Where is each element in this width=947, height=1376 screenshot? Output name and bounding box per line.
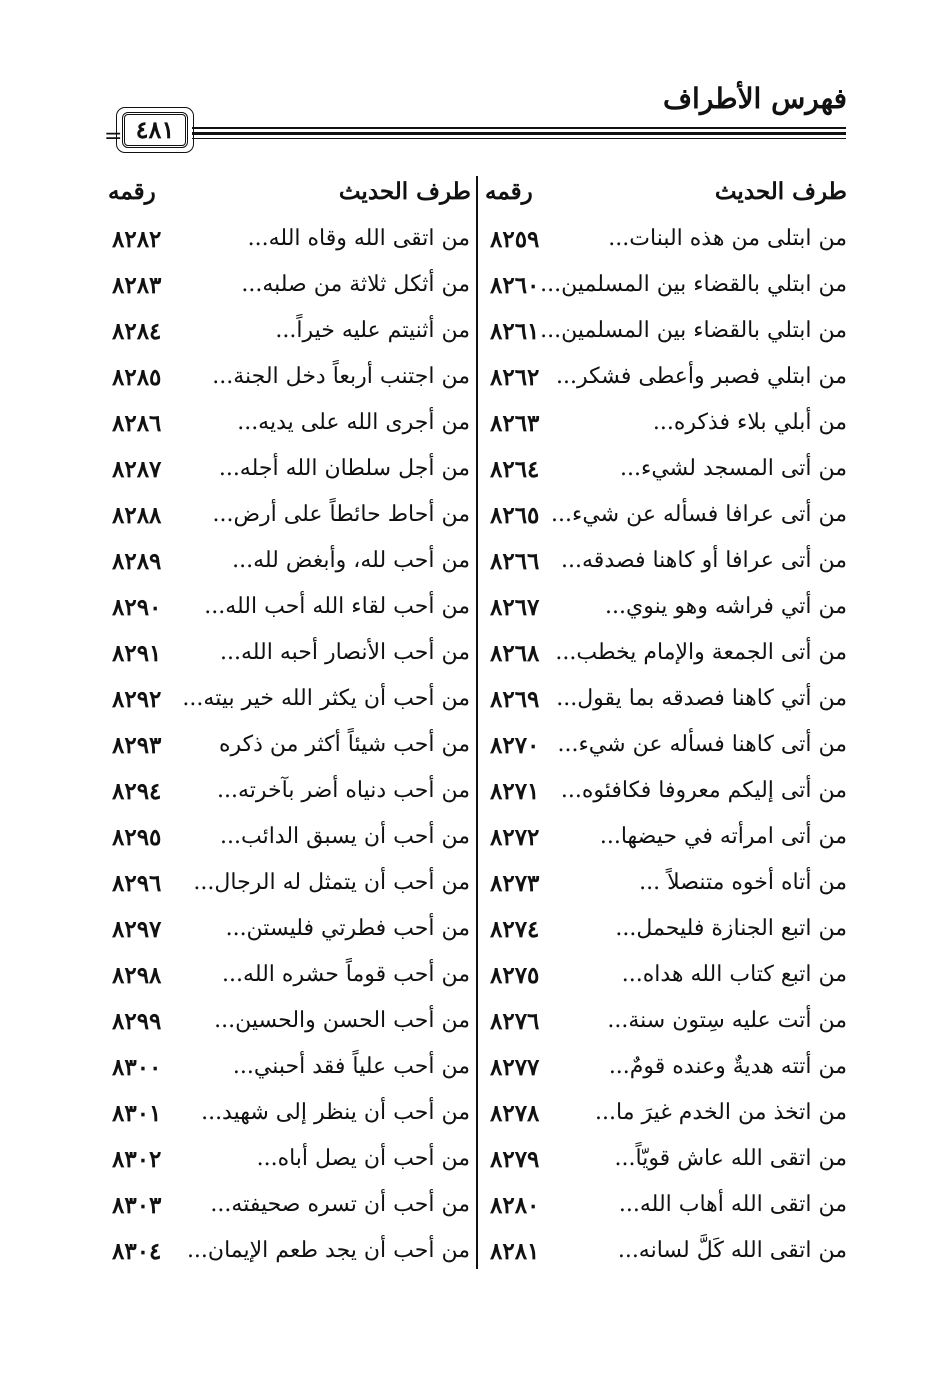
left-entry-number: ٨٢٩٩ [112, 1008, 162, 1035]
header-rule-top [192, 127, 846, 129]
right-entry-text: من أتت عليه سِتون سنة... [607, 1008, 847, 1033]
left-entry-text: من أحب الأنصار أحبه الله... [219, 640, 470, 665]
right-entry-text: من أتى كاهنا فسأله عن شيء... [557, 732, 847, 757]
left-entry-number: ٨٢٨٣ [112, 272, 162, 299]
left-entry-number: ٨٢٨٢ [112, 226, 162, 253]
left-entry-text: من أحب قوماً حشره الله... [222, 962, 470, 987]
header-rule-bottom [192, 138, 846, 139]
left-entry-text: من أحب لقاء الله أحب الله... [204, 594, 470, 619]
left-entry-text: من أحب أن يتمثل له الرجال... [193, 870, 470, 895]
left-entry-text: من اتقى الله وقاه الله... [247, 226, 470, 251]
left-entry-text: من أحب فطرتي فليستن... [225, 916, 470, 941]
right-entry-text: من ابتلى من هذه البنات... [608, 226, 847, 251]
right-entry-number: ٨٢٦٦ [490, 548, 540, 575]
right-entry-number: ٨٢٧٠ [490, 732, 540, 759]
left-entry-text: من أثنيتم عليه خيراً... [275, 318, 470, 343]
page-number: ٤٨١ [122, 112, 188, 148]
right-entry-text: من ابتلي بالقضاء بين المسلمين... [540, 318, 847, 343]
right-entry-text: من اتقى الله أهاب الله... [618, 1192, 847, 1217]
left-entry-number: ٨٣٠٣ [112, 1192, 162, 1219]
left-entry-number: ٨٣٠١ [112, 1100, 162, 1127]
left-entry-number: ٨٢٩٨ [112, 962, 162, 989]
right-entry-text: من اتقى الله عاش قويّاً... [614, 1146, 847, 1171]
right-entry-text: من أتي فراشه وهو ينوي... [605, 594, 847, 619]
left-entry-number: ٨٣٠٢ [112, 1146, 162, 1173]
right-entry-text: من أتاه أخوه متنصلاً ... [639, 870, 847, 895]
left-entry-number: ٨٢٩٧ [112, 916, 162, 943]
right-entry-number: ٨٢٦٢ [490, 364, 540, 391]
right-entry-text: من ابتلي فصبر وأعطى فشكر... [555, 364, 847, 389]
right-entry-number: ٨٢٧٤ [490, 916, 540, 943]
left-entry-number: ٨٢٩١ [112, 640, 162, 667]
right-entry-number: ٨٢٨١ [490, 1238, 540, 1265]
right-entry-text: من أتى عرافا فسأله عن شيء... [551, 502, 847, 527]
right-entry-text: من أتى عرافا أو كاهنا فصدقه... [561, 548, 847, 573]
right-column-hadith-header: طرف الحديث [714, 178, 847, 205]
right-entry-number: ٨٢٨٠ [490, 1192, 540, 1219]
left-entry-text: من أحب أن ينظر إلى شهيد... [201, 1100, 470, 1125]
right-entry-text: من اتبع كتاب الله هداه... [621, 962, 847, 987]
right-entry-number: ٨٢٧٩ [490, 1146, 540, 1173]
right-entry-number: ٨٢٦٤ [490, 456, 540, 483]
right-entry-text: من أبلي بلاء فذكره... [652, 410, 847, 435]
right-entry-number: ٨٢٧٦ [490, 1008, 540, 1035]
right-column-number-header: رقمه [485, 178, 533, 205]
left-entry-number: ٨٢٨٤ [112, 318, 162, 345]
right-entry-number: ٨٢٦٣ [490, 410, 540, 437]
left-entry-text: من أحب لله، وأبغض لله... [232, 548, 470, 573]
left-entry-text: من أجل سلطان الله أجله... [218, 456, 470, 481]
right-entry-text: من أتى إليكم معروفا فكافئوه... [560, 778, 847, 803]
left-entry-text: من أحاط حائطاً على أرض... [212, 502, 470, 527]
left-entry-number: ٨٢٩٥ [112, 824, 162, 851]
left-entry-text: من أحب أن يكثر الله خير بيته... [182, 686, 470, 711]
header-rule-middle [192, 132, 846, 135]
left-entry-text: من أحب علياً فقد أحبني... [232, 1054, 470, 1079]
left-entry-text: من أحب أن تسره صحيفته... [210, 1192, 470, 1217]
right-entry-number: ٨٢٧٢ [490, 824, 540, 851]
right-entry-number: ٨٢٧٧ [490, 1054, 540, 1081]
right-entry-number: ٨٢٧٥ [490, 962, 540, 989]
right-entry-number: ٨٢٦٥ [490, 502, 540, 529]
left-entry-number: ٨٢٩٣ [112, 732, 162, 759]
left-column-number-header: رقمه [108, 178, 156, 205]
left-entry-number: ٨٢٨٧ [112, 456, 162, 483]
left-entry-number: ٨٣٠٤ [112, 1238, 162, 1265]
right-entry-number: ٨٢٦٨ [490, 640, 540, 667]
right-entry-text: من أتته هديةٌ وعنده قومٌ... [608, 1054, 847, 1079]
left-entry-number: ٨٢٩٠ [112, 594, 162, 621]
running-header-title: فهرس الأطراف [663, 82, 847, 115]
left-entry-text: من أثكل ثلاثة من صلبه... [241, 272, 470, 297]
left-entry-number: ٨٢٨٩ [112, 548, 162, 575]
right-entry-number: ٨٢٦٠ [490, 272, 540, 299]
right-entry-text: من أتى المسجد لشيء... [620, 456, 847, 481]
left-column-hadith-header: طرف الحديث [338, 178, 471, 205]
right-entry-text: من أتي كاهنا فصدقه بما يقول... [556, 686, 847, 711]
left-entry-text: من أحب دنياه أضر بآخرته... [217, 778, 470, 803]
right-entry-text: من أتى الجمعة والإمام يخطب... [555, 640, 847, 665]
right-entry-number: ٨٢٥٩ [490, 226, 540, 253]
left-entry-number: ٨٣٠٠ [112, 1054, 162, 1081]
right-entry-text: من اتقى الله كَلَّ لسانه... [617, 1238, 847, 1263]
left-entry-text: من أحب أن يصل أباه... [256, 1146, 470, 1171]
left-entry-number: ٨٢٨٦ [112, 410, 162, 437]
left-entry-text: من أحب أن يسبق الدائب... [219, 824, 470, 849]
right-entry-number: ٨٢٦٩ [490, 686, 540, 713]
left-entry-number: ٨٢٩٢ [112, 686, 162, 713]
left-entry-number: ٨٢٩٦ [112, 870, 162, 897]
right-entry-text: من أتى امرأته في حيضها... [599, 824, 847, 849]
right-entry-text: من ابتلي بالقضاء بين المسلمين... [540, 272, 847, 297]
left-entry-text: من أحب أن يجد طعم الإيمان... [186, 1238, 470, 1263]
left-entry-text: من اجتنب أربعاً دخل الجنة... [212, 364, 470, 389]
left-entry-text: من أجرى الله على يديه... [237, 410, 470, 435]
margin-mark: = [104, 124, 123, 149]
left-entry-text: من أحب الحسن والحسين... [214, 1008, 470, 1033]
left-entry-text: من أحب شيئاً أكثر من ذكره [218, 732, 470, 757]
left-entry-number: ٨٢٩٤ [112, 778, 162, 805]
right-entry-number: ٨٢٦٧ [490, 594, 540, 621]
right-entry-number: ٨٢٧٣ [490, 870, 540, 897]
right-entry-text: من اتخذ من الخدم غيرَ ما... [595, 1100, 847, 1125]
column-divider [476, 176, 478, 1269]
right-entry-number: ٨٢٧٨ [490, 1100, 540, 1127]
left-entry-number: ٨٢٨٥ [112, 364, 162, 391]
right-entry-text: من اتبع الجنازة فليحمل... [615, 916, 847, 941]
left-entry-number: ٨٢٨٨ [112, 502, 162, 529]
right-entry-number: ٨٢٧١ [490, 778, 540, 805]
right-entry-number: ٨٢٦١ [490, 318, 540, 345]
